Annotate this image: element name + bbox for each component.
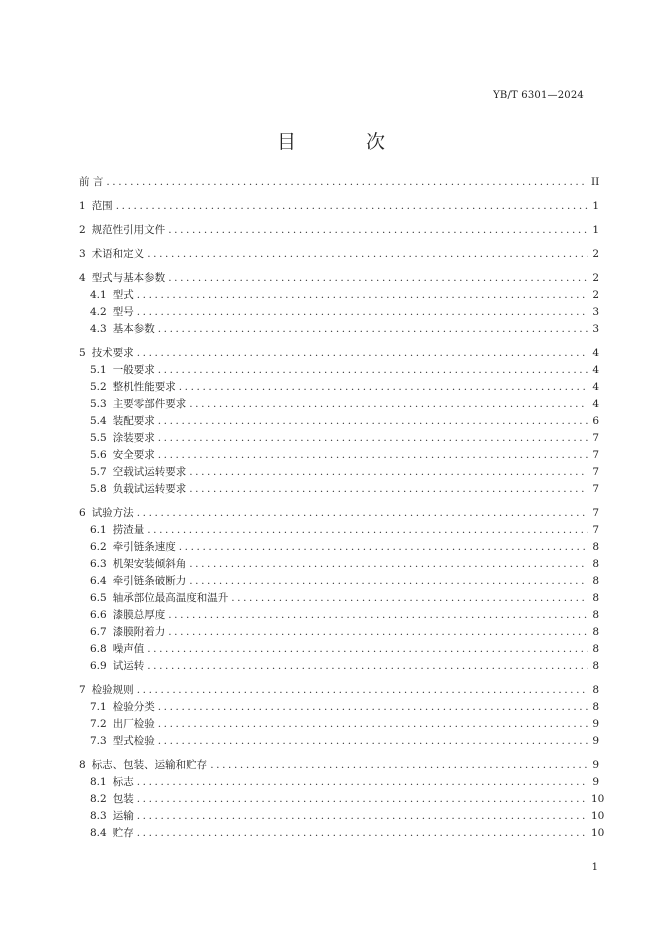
toc-leader-dots [137,347,588,359]
toc-entry-page: 3 [592,306,599,318]
toc-entry-page: 7 [592,466,599,478]
toc-entry-page: 3 [592,323,599,335]
toc-entry-number: 1 [79,200,86,212]
toc-entry-number: 8.3 [90,810,107,822]
toc-leader-dots [210,759,588,771]
toc-entry-number: 5.1 [90,364,107,376]
toc-leader-dots [137,793,588,805]
toc-entry-number: 6.3 [90,558,107,570]
toc-entry[interactable] [79,682,599,699]
toc-entry-number: 4 [79,272,86,284]
page-number: 1 [591,862,598,873]
toc-entry-label: 型号 [112,306,134,318]
toc-entry-label: 范围 [91,200,113,212]
document-code: YB/T 6301—2024 [493,90,584,101]
toc-entry-label: 牵引链条破断力 [112,575,187,587]
toc-entry[interactable] [79,699,599,716]
toc-entry-page: II [591,176,600,188]
toc-entry-number: 7.3 [90,735,107,747]
toc-entry[interactable] [79,447,599,464]
toc-entry[interactable] [79,522,599,539]
toc-entry-label: 型式与基本参数 [91,272,166,284]
toc-entry[interactable] [79,287,599,304]
toc-entry-page: 2 [592,272,599,284]
toc-entry-number: 4.2 [90,306,107,318]
toc-entry-label: 噪声值 [112,643,145,655]
toc-entry-page: 7 [592,507,599,519]
toc-entry[interactable] [79,716,599,733]
toc-entry-number: 6.8 [90,643,107,655]
toc-entry-page: 7 [592,432,599,444]
toc-entry-label: 基本参数 [112,323,155,335]
toc-leader-dots [137,810,588,822]
toc-entry[interactable] [79,573,599,590]
toc-entry[interactable] [79,413,599,430]
toc-entry-number: 5.4 [90,415,107,427]
toc-entry[interactable] [79,379,599,396]
toc-entry[interactable] [79,791,605,808]
toc-entry[interactable] [79,396,599,413]
toc-entry-number: 6.2 [90,541,107,553]
toc-leader-dots [137,776,588,788]
toc-leader-dots [158,323,588,335]
toc-leader-dots [158,718,588,730]
toc-entry-number: 6.6 [90,609,107,621]
toc-entry[interactable] [79,362,599,379]
toc-leader-dots [106,176,588,188]
toc-entry[interactable] [79,774,599,791]
toc-entry-label: 试运转 [112,660,145,672]
toc-entry-label: 试验方法 [91,507,134,519]
toc-entry[interactable] [79,304,599,321]
toc-entry-number: 5.5 [90,432,107,444]
toc-entry-page: 8 [592,684,599,696]
toc-entry-page: 1 [592,200,599,212]
toc-leader-dots [158,449,588,461]
toc-entry-number: 6.4 [90,575,107,587]
toc-entry[interactable] [79,345,599,362]
toc-entry[interactable] [79,198,599,215]
toc-entry-page: 4 [592,364,599,376]
toc-entry[interactable] [79,624,599,641]
toc-entry[interactable] [79,733,599,750]
toc-leader-dots [168,626,588,638]
toc-entry-label: 负载试运转要求 [112,483,187,495]
toc-leader-dots [158,432,588,444]
toc-leader-dots [189,466,588,478]
toc-entry[interactable] [79,556,599,573]
toc-entry-page: 8 [592,541,599,553]
toc-entry[interactable] [79,590,599,607]
toc-entry-label: 型式检验 [112,735,155,747]
toc-entry-page: 9 [592,776,599,788]
toc-entry-page: 7 [592,483,599,495]
toc-leader-dots [137,684,588,696]
toc-leader-dots [147,524,588,536]
toc-leader-dots [147,660,588,672]
toc-entry[interactable] [79,808,605,825]
toc-leader-dots [158,735,588,747]
toc-entry-page: 2 [592,248,599,260]
toc-entry-page: 4 [592,347,599,359]
toc-entry[interactable] [79,641,599,658]
toc-entry-page: 10 [591,793,605,805]
toc-entry-number: 5.8 [90,483,107,495]
toc-entry[interactable] [79,321,599,338]
toc-entry-page: 8 [592,701,599,713]
toc-entry-label: 包装 [112,793,134,805]
toc-leader-dots [116,200,588,212]
toc-entry-number: 5.2 [90,381,107,393]
toc-entry-number: 3 [79,248,86,260]
toc-entry-label: 空载试运转要求 [112,466,187,478]
toc-leader-dots [137,827,588,839]
toc-entry-label: 标志 [112,776,134,788]
toc-entry-page: 8 [592,558,599,570]
toc-entry-label: 检验规则 [91,684,134,696]
toc-entry-page: 8 [592,592,599,604]
toc-entry-number: 7.1 [90,701,107,713]
toc-entry-page: 9 [592,718,599,730]
toc-entry[interactable] [79,464,599,481]
toc-entry-label: 规范性引用文件 [91,224,166,236]
toc-entry-number: 5.6 [90,449,107,461]
toc-leader-dots [168,272,588,284]
toc-entry[interactable] [79,270,599,287]
toc-entry-page: 1 [592,224,599,236]
toc-entry-label: 贮存 [112,827,134,839]
toc-entry-number: 6.1 [90,524,107,536]
toc-entry-page: 7 [592,449,599,461]
toc-entry-label: 轴承部位最高温度和温升 [112,592,229,604]
toc-entry-page: 10 [591,827,605,839]
toc-entry-page: 8 [592,575,599,587]
toc-entry-number: 6.5 [90,592,107,604]
toc-entry-number: 6 [79,507,86,519]
toc-entry[interactable] [79,607,599,624]
toc-entry-label: 标志、包装、运输和贮存 [91,759,208,771]
toc-entry-label: 技术要求 [91,347,134,359]
toc-leader-dots [158,701,588,713]
toc-entry-label: 检验分类 [112,701,155,713]
toc-entry-label: 机架安装倾斜角 [112,558,187,570]
toc-entry-label: 运输 [112,810,134,822]
toc-leader-dots [179,381,588,393]
toc-entry-label: 漆膜附着力 [112,626,166,638]
toc-entry-number: 6.7 [90,626,107,638]
toc-leader-dots [158,364,588,376]
toc-entry[interactable] [79,757,599,774]
toc-entry-number: 8.2 [90,793,107,805]
toc-entry[interactable] [79,222,599,239]
toc-entry-number: 5 [79,347,86,359]
toc-entry-label: 捞渣量 [112,524,145,536]
toc-entry-page: 9 [592,735,599,747]
toc-entry-label: 型式 [112,289,134,301]
toc-entry-number: 7.2 [90,718,107,730]
toc-entry[interactable] [79,539,599,556]
toc-entry-page: 4 [592,381,599,393]
toc-leader-dots [137,306,588,318]
toc-entry-number: 6.9 [90,660,107,672]
toc-entry-page: 8 [592,626,599,638]
toc-entry-label: 一般要求 [112,364,155,376]
toc-leader-dots [189,575,588,587]
toc-entry-number: 4.3 [90,323,107,335]
toc-entry[interactable] [79,246,599,263]
toc-entry-label: 牵引链条速度 [112,541,176,553]
toc-entry-label: 整机性能要求 [112,381,176,393]
toc-entry-label: 出厂检验 [112,718,155,730]
toc-entry[interactable] [79,505,599,522]
toc-entry-page: 8 [592,643,599,655]
toc-leader-dots [189,483,588,495]
toc-entry[interactable] [79,658,599,675]
table-of-contents [79,174,605,842]
toc-leader-dots [189,398,588,410]
toc-entry-label: 漆膜总厚度 [112,609,166,621]
toc-leader-dots [147,643,588,655]
toc-entry-label: 前 言 [79,176,104,188]
toc-entry-page: 10 [591,810,605,822]
toc-entry[interactable] [79,174,599,191]
toc-entry-number: 2 [79,224,86,236]
toc-entry-number: 8.4 [90,827,107,839]
toc-entry[interactable] [79,481,599,498]
toc-entry-number: 4.1 [90,289,107,301]
toc-entry-page: 9 [592,759,599,771]
toc-entry-label: 装配要求 [112,415,155,427]
toc-leader-dots [147,248,588,260]
toc-entry[interactable] [79,430,599,447]
toc-entry-number: 5.3 [90,398,107,410]
toc-entry[interactable] [79,825,605,842]
toc-entry-number: 8.1 [90,776,107,788]
toc-leader-dots [137,507,588,519]
toc-entry-label: 主要零部件要求 [112,398,187,410]
toc-leader-dots [158,415,588,427]
toc-entry-page: 2 [592,289,599,301]
toc-entry-page: 6 [592,415,599,427]
toc-entry-label: 安全要求 [112,449,155,461]
toc-entry-label: 涂装要求 [112,432,155,444]
toc-entry-number: 7 [79,684,86,696]
toc-entry-page: 4 [592,398,599,410]
toc-leader-dots [168,609,588,621]
toc-entry-number: 5.7 [90,466,107,478]
toc-leader-dots [137,289,588,301]
page-title: 目 次 [276,131,418,153]
toc-leader-dots [231,592,588,604]
toc-entry-page: 7 [592,524,599,536]
toc-leader-dots [189,558,588,570]
toc-leader-dots [168,224,588,236]
toc-entry-number: 8 [79,759,86,771]
toc-entry-page: 8 [592,660,599,672]
toc-entry-page: 8 [592,609,599,621]
toc-leader-dots [179,541,588,553]
toc-entry-label: 术语和定义 [91,248,145,260]
